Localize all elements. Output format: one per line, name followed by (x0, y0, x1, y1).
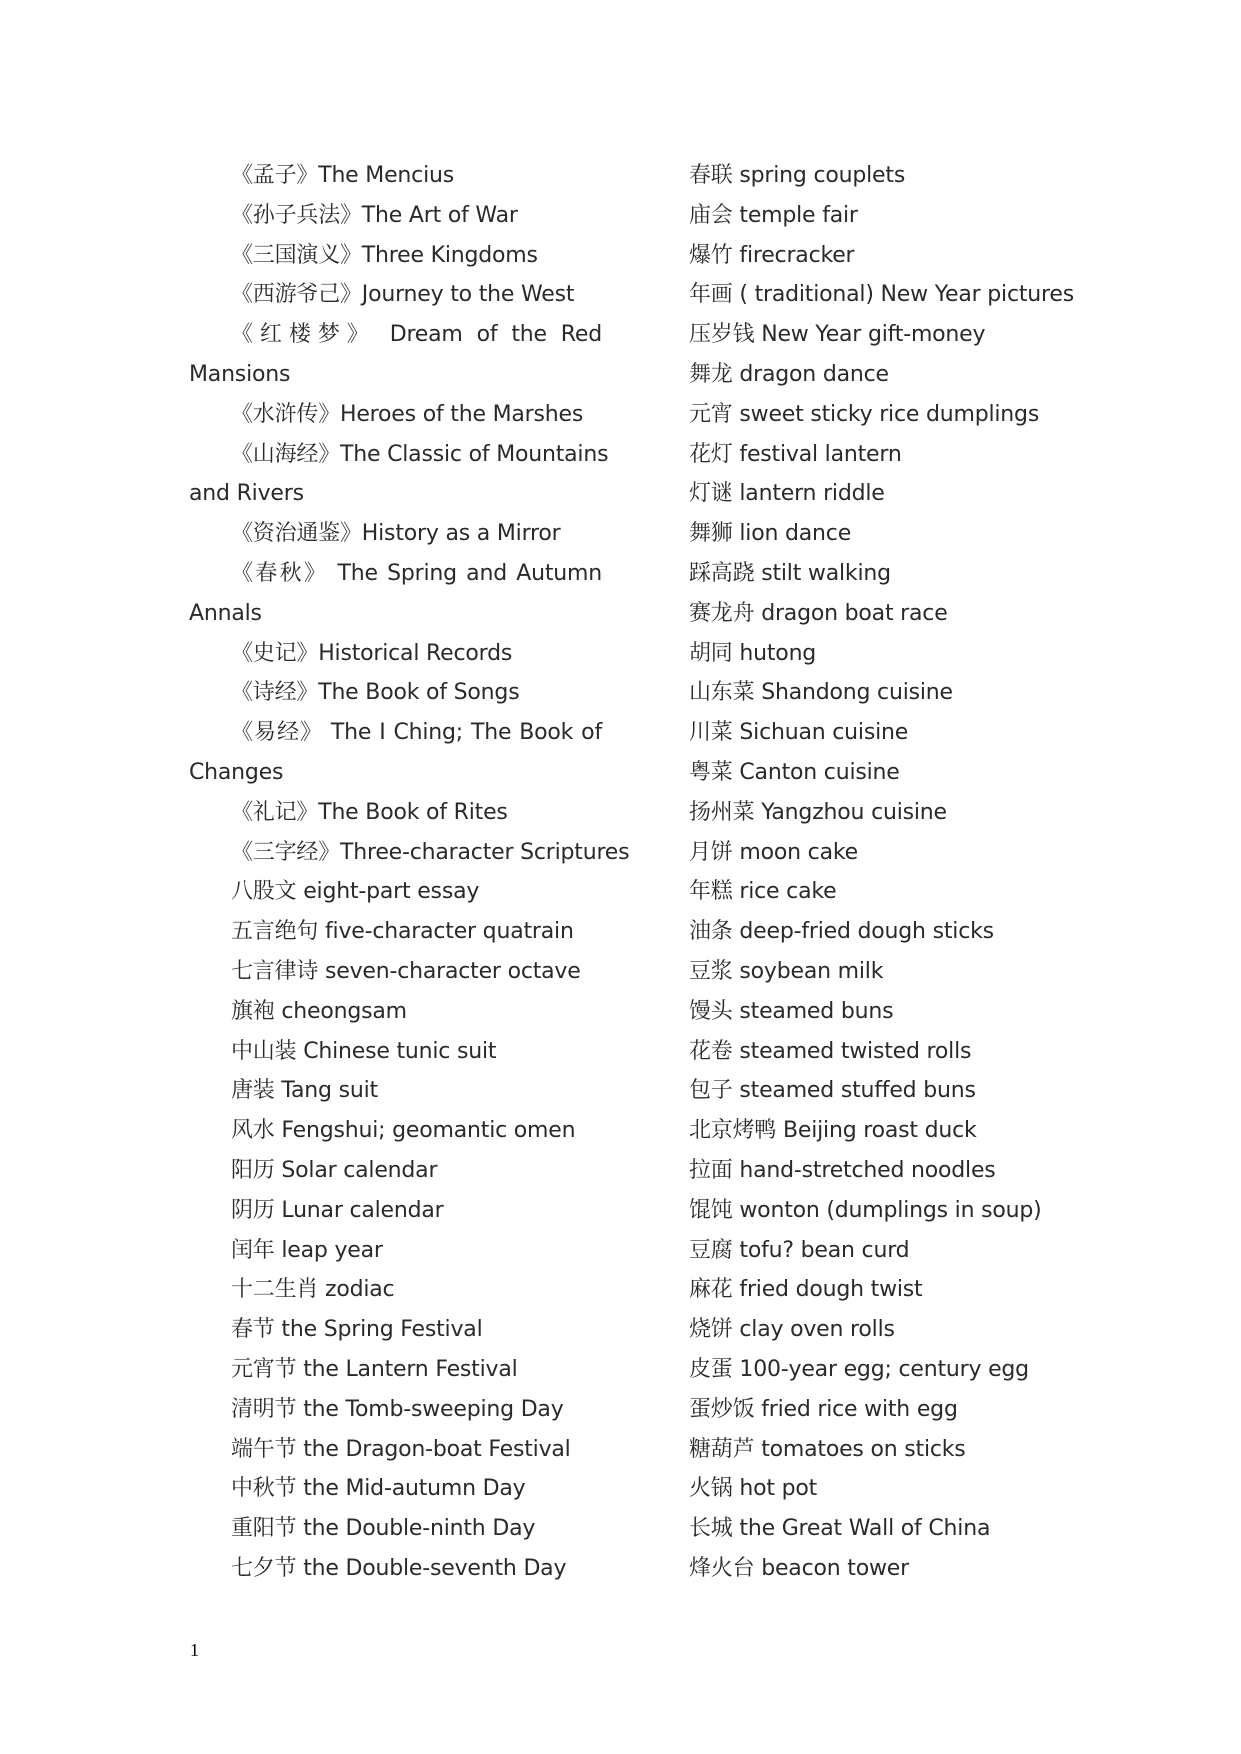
glossary-line: 踩高跷 stilt walking (689, 560, 891, 586)
glossary-line: 赛龙舟 dragon boat race (689, 600, 948, 626)
glossary-line: Changes (189, 759, 284, 785)
glossary-line: 年糕 rice cake (689, 879, 837, 905)
glossary-line: 北京烤鸭 Beijing roast duck (689, 1118, 977, 1144)
glossary-line: 元宵 sweet sticky rice dumplings (689, 401, 1040, 427)
glossary-line: 庙会 temple fair (689, 202, 858, 228)
glossary-line: 月饼 moon cake (689, 839, 858, 865)
glossary-line: 豆浆 soybean milk (689, 958, 884, 984)
glossary-line: 端午节 the Dragon-boat Festival (231, 1436, 571, 1462)
glossary-line: 《春秋》 The Spring and Autumn (231, 560, 602, 586)
glossary-line: 阴历 Lunar calendar (231, 1197, 444, 1223)
glossary-line: 爆竹 firecracker (689, 242, 855, 268)
glossary-line: 压岁钱 New Year gift-money (689, 322, 986, 348)
glossary-line: 豆腐 tofu? bean curd (689, 1237, 910, 1263)
glossary-line: 馄饨 wonton (dumplings in soup) (689, 1197, 1042, 1223)
glossary-line: 春节 the Spring Festival (231, 1317, 483, 1343)
glossary-line: 《水浒传》Heroes of the Marshes (231, 401, 584, 427)
glossary-line: 元宵节 the Lantern Festival (231, 1356, 518, 1382)
right-column (689, 156, 1119, 1589)
glossary-line: 风水 Fengshui; geomantic omen (231, 1118, 576, 1144)
glossary-line: 胡同 hutong (689, 640, 817, 666)
glossary-line: 唐装 Tang suit (231, 1078, 378, 1104)
glossary-line: 皮蛋 100-year egg; century egg (689, 1356, 1029, 1382)
glossary-line: 《易经》 The I Ching; The Book of (231, 720, 602, 746)
glossary-line: 山东菜 Shandong cuisine (689, 680, 953, 706)
glossary-line: 七夕节 the Double-seventh Day (231, 1555, 567, 1581)
glossary-line: 烧饼 clay oven rolls (689, 1317, 895, 1343)
glossary-line: 花卷 steamed twisted rolls (689, 1038, 972, 1064)
glossary-line: 《红楼梦》 Dream of the Red (231, 322, 602, 348)
glossary-line: 七言律诗 seven-character octave (231, 958, 581, 984)
glossary-line: 《诗经》The Book of Songs (231, 680, 520, 706)
glossary-line: Annals (189, 600, 262, 626)
glossary-line: 《资治通鉴》History as a Mirror (231, 521, 561, 547)
glossary-line: 重阳节 the Double-ninth Day (231, 1516, 536, 1542)
glossary-line: 烽火台 beacon tower (689, 1555, 909, 1581)
glossary-line: 阳历 Solar calendar (231, 1157, 438, 1183)
glossary-line: 旗袍 cheongsam (231, 998, 407, 1024)
glossary-line: 长城 the Great Wall of China (689, 1516, 991, 1542)
glossary-line: 火锅 hot pot (689, 1476, 818, 1502)
glossary-line: 《三国演义》Three Kingdoms (231, 242, 538, 268)
glossary-line: 《孙子兵法》The Art of War (231, 202, 518, 228)
glossary-line: 清明节 the Tomb-sweeping Day (231, 1396, 564, 1422)
glossary-line: 舞狮 lion dance (689, 521, 852, 547)
glossary-line: 春联 spring couplets (689, 163, 906, 188)
glossary-line: 闰年 leap year (231, 1237, 383, 1263)
glossary-line: 包子 steamed stuffed buns (689, 1078, 976, 1104)
glossary-line: 馒头 steamed buns (689, 998, 894, 1024)
glossary-line: 《孟子》The Mencius (231, 163, 454, 188)
glossary-line: 《三字经》Three-character Scriptures (231, 839, 630, 865)
glossary-line: 舞龙 dragon dance (689, 361, 889, 387)
left-column (189, 156, 630, 1589)
glossary-line: 花灯 festival lantern (689, 441, 902, 467)
glossary-line: 麻花 fried dough twist (689, 1277, 923, 1303)
glossary-line: 蛋炒饭 fried rice with egg (689, 1396, 958, 1422)
glossary-line: 中山装 Chinese tunic suit (231, 1038, 497, 1064)
glossary-line: 五言绝句 five-character quatrain (231, 919, 574, 945)
glossary-line: 《山海经》The Classic of Mountains (231, 441, 609, 467)
glossary-line: 《礼记》The Book of Rites (231, 799, 508, 825)
page-number: 1 (190, 1640, 199, 1660)
glossary-line: 拉面 hand-stretched noodles (689, 1157, 996, 1183)
glossary-line: Mansions (189, 361, 291, 387)
glossary-line: 十二生肖 zodiac (231, 1277, 395, 1303)
glossary-line: 扬州菜 Yangzhou cuisine (689, 799, 947, 825)
glossary-line: 《西游爷己》Journey to the West (231, 282, 575, 308)
glossary-line: 粤菜 Canton cuisine (689, 759, 900, 785)
glossary-line: 八股文 eight-part essay (231, 879, 480, 905)
glossary-line: 糖葫芦 tomatoes on sticks (689, 1436, 966, 1462)
glossary-line: and Rivers (189, 481, 304, 507)
glossary-line: 油条 deep-fried dough sticks (689, 919, 994, 945)
glossary-line: 《史记》Historical Records (231, 640, 513, 666)
glossary-line: 中秋节 the Mid-autumn Day (231, 1476, 526, 1502)
glossary-line: 川菜 Sichuan cuisine (689, 720, 909, 746)
glossary-line: 灯谜 lantern riddle (689, 481, 885, 507)
glossary-line: 年画 ( traditional) New Year pictures (689, 282, 1074, 308)
